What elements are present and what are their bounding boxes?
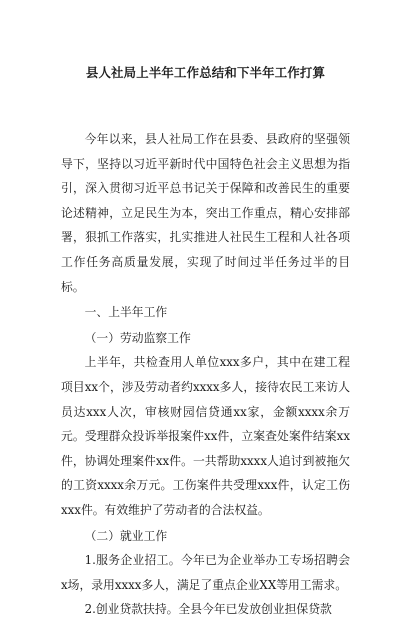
subsection-heading-employment: （二）就业工作 — [84, 528, 168, 543]
employment-item-recruitment: 1.服务企业招工。今年已为企业举办工专场招聘会x场，录用xxxx多人，满足了重点企业XX等用工需求。 — [61, 553, 350, 592]
section-heading-first-half: 一、上半年工作 — [84, 305, 168, 320]
labor-inspection-paragraph: 上半年，共检查用人单位xxx多户，其中在建工程项目xx个，涉及劳动者约xxxx多人，接待农民工来访人员达xxx人次，审核财园信贷通xx家，金额xxxx余万元。受理群众投诉举报案件xx件，立案查处案件结案xx件，协调处理案件xx件。一共帮助xxxx人追讨到被拖欠的工资xxxx余万元。工伤案件共受理xxx件，认定工伤xxx件。有效维护了劳动者的合法权益。 — [61, 355, 350, 517]
employment-item-loans: 2.创业贷款扶持。全县今年已发放创业担保贷款 — [84, 602, 332, 617]
subsection-heading-labor-inspection: （一）劳动监察工作 — [84, 330, 191, 345]
intro-paragraph: 今年以来，县人社局工作在县委、县政府的坚强领导下，坚持以习近平新时代中国特色社会主义思想为指引，深入贯彻习近平总书记关于保障和改善民生的重要论述精神，立足民生为本，突出工作重点，精心安排部署，狠抓工作落实，扎实推进人社民生工程和人社各项工作任务高质量发展，实现了时间过半任务过半的目标。 — [61, 132, 350, 294]
document-title: 县人社局上半年工作总结和下半年工作打算 — [85, 65, 326, 80]
